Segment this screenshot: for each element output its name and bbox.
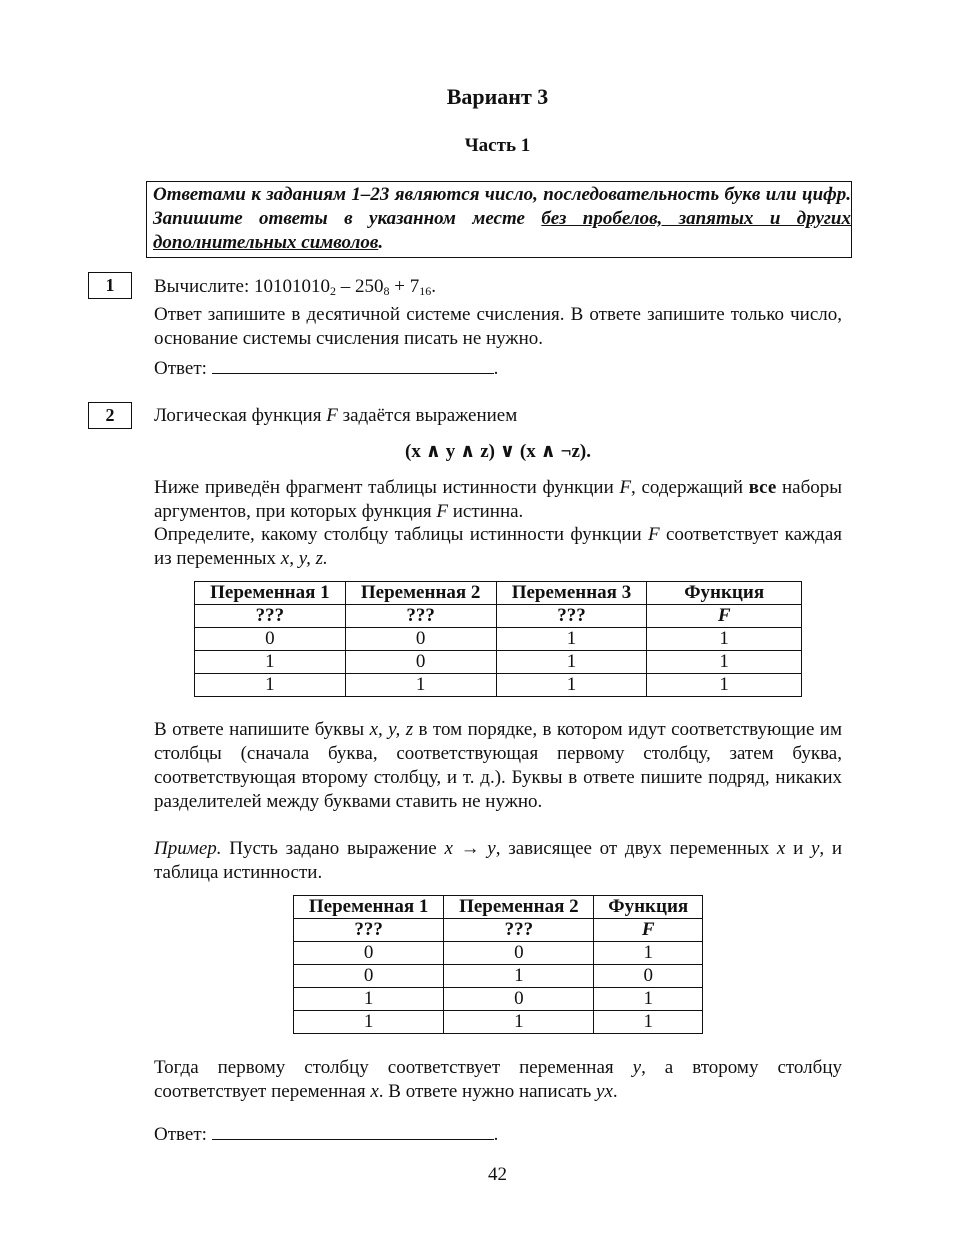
table-row: 1 0 1	[294, 988, 703, 1011]
table2-header-row	[294, 896, 703, 919]
task1-expression: Вычислите: $10101010_2 - 250_8 + 7_{16}$.	[154, 276, 436, 298]
table-row: 1 1 1 1	[195, 674, 802, 697]
task1-instructions: Ответ запишите в десятичной системе счисления. В ответе запишите только число, основание системы счисления писать не нужно.	[154, 304, 842, 349]
table1-header: Переменная 2	[345, 582, 496, 605]
table1-subheader-row	[195, 605, 802, 628]
table2-header: Переменная 2	[444, 896, 594, 919]
task2-formula: (x ∧ y ∧ z) ∨ (x ∧ ¬z).	[405, 441, 591, 462]
table1-subheader: ???	[496, 605, 647, 628]
part-title: Часть 1	[464, 135, 531, 156]
instructions-text: Ответами к заданиям 1–23 являются число, последовательность букв или цифр. Запишите ответы в указанном месте	[153, 184, 851, 229]
table2-header: Функция	[594, 896, 703, 919]
page-number: 42	[488, 1164, 507, 1185]
table1-header-row	[195, 582, 802, 605]
table-row: 0 0 1 1	[195, 628, 802, 651]
table-row: 0 1 0	[294, 965, 703, 988]
table1-subheader: ???	[195, 605, 346, 628]
instructions-box: Ответами к заданиям 1–23 являются число, последовательность букв или цифр. Запишите ответы в указанном месте без пробелов, запятых и других дополнительных символов.	[146, 181, 852, 258]
table-row: 0 0 1	[294, 942, 703, 965]
instructions-underlined: без пробелов, запятых и других дополнительных символов	[153, 208, 851, 253]
task2-paragraph-4: Тогда первому столбцу соответствует переменная y, а второму столбцу соответствует переменная x. В ответе нужно написать yx.	[154, 1057, 842, 1102]
truth-table-2	[293, 895, 703, 1034]
table1-subheader: F	[647, 605, 802, 628]
table2-header: Переменная 1	[294, 896, 444, 919]
task-number-2: 2	[88, 402, 132, 429]
table-row: 1 1 1	[294, 1011, 703, 1034]
task-number-1: 1	[88, 272, 132, 299]
table2-subheader: ???	[444, 919, 594, 942]
task1-body	[154, 275, 842, 351]
table2-subheader-row	[294, 919, 703, 942]
truth-table-1	[194, 581, 802, 697]
table1-header: Переменная 3	[496, 582, 647, 605]
answer-blank-2[interactable]	[212, 1121, 494, 1140]
task2-example: Пример. Пусть задано выражение x → y, зависящее от двух переменных x и y, и таблица истинности.	[154, 838, 843, 883]
variant-title: Вариант 3	[446, 84, 549, 109]
task1-answer: Ответ: .	[154, 355, 842, 381]
task2-paragraph-1: Ниже приведён фрагмент таблицы истинности функции F, содержащий все наборы аргументов, при которых функция F истинна.	[154, 477, 842, 522]
answer-label: Ответ:	[154, 358, 207, 379]
task2-paragraph-2: Определите, какому столбцу таблицы истинности функции F соответствует каждая из переменных x, y, z.	[154, 524, 842, 569]
task2-answer: Ответ: .	[154, 1121, 842, 1147]
table1-header: Функция	[647, 582, 802, 605]
table2-subheader: F	[594, 919, 703, 942]
table1-subheader: ???	[345, 605, 496, 628]
answer-blank-1[interactable]	[212, 355, 494, 374]
table2-subheader: ???	[294, 919, 444, 942]
table-row: 1 0 1 1	[195, 651, 802, 674]
task2-intro: Логическая функция F задаётся выражением	[154, 405, 518, 426]
table1-header: Переменная 1	[195, 582, 346, 605]
answer-label: Ответ:	[154, 1124, 207, 1145]
task2-paragraph-3: В ответе напишите буквы x, y, z в том порядке, в котором идут соответствующие им столбцы (сначала буква, соответствующая первому столбцу, затем буква, соответствующая второму столбцу, и т. д.). Буквы в ответе пишите подряд, никаких разделителей между буквами ставить не нужно.	[154, 719, 843, 812]
